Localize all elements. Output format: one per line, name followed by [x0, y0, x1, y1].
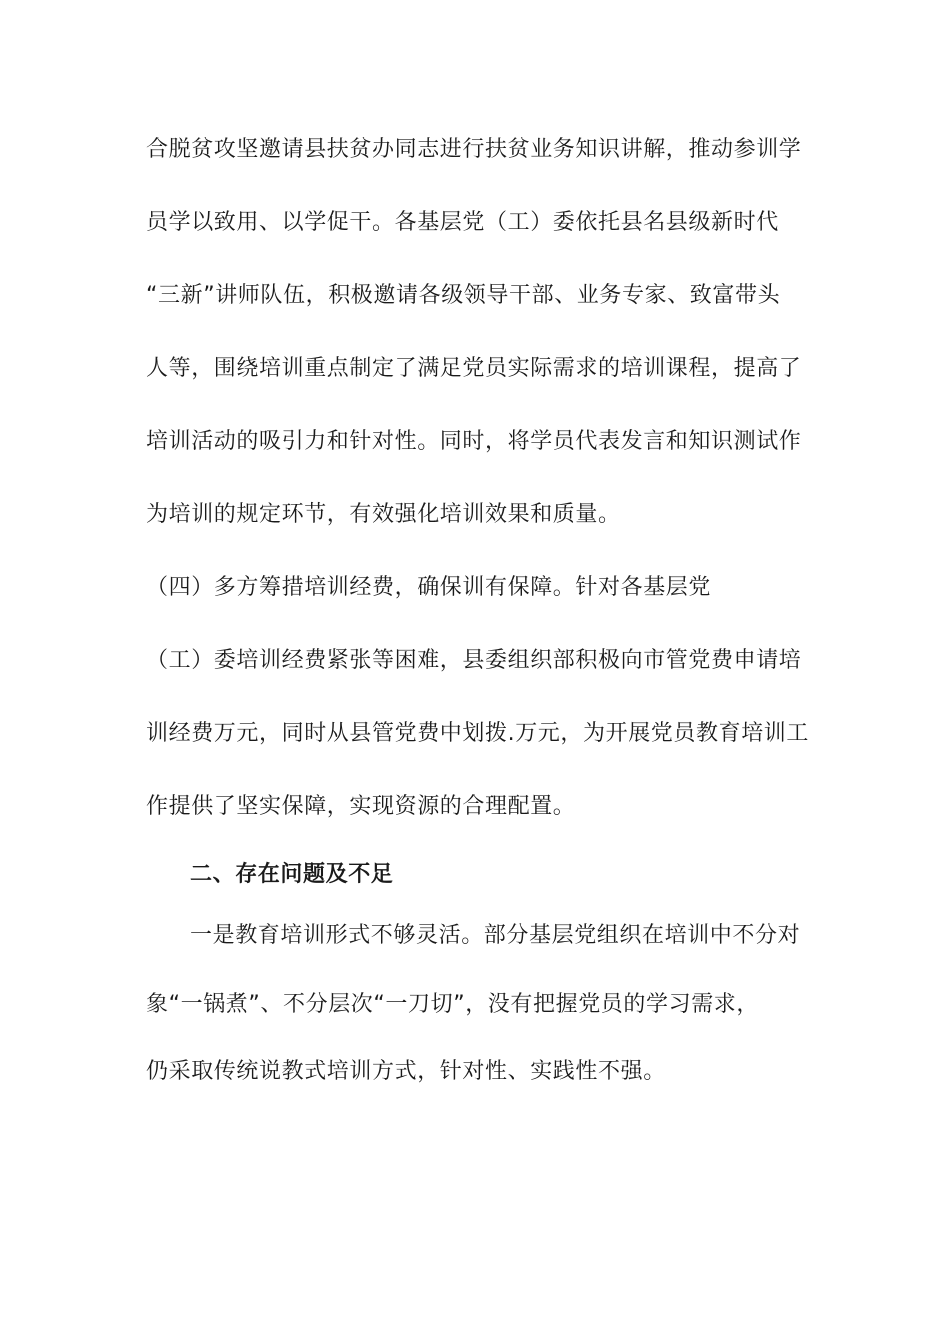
paragraph-line: 仍采取传统说教式培训方式，针对性、实践性不强。: [146, 1059, 666, 1084]
paragraph-line: 人等，围绕培训重点制定了满足党员实际需求的培训课程，提高了: [146, 356, 802, 381]
paragraph-line: 为培训的规定环节，有效强化培训效果和质量。: [146, 502, 621, 527]
paragraph-line: （四）多方筹措培训经费，确保训有保障。针对各基层党: [146, 575, 712, 600]
paragraph-line: （工）委培训经费紧张等困难，县委组织部积极向市管党费申请培: [146, 648, 802, 673]
section-heading: 二、存在问题及不足: [190, 862, 394, 887]
paragraph-line: 象“一锅煮”、不分层次“一刀切”，没有把握党员的学习需求，: [146, 992, 759, 1017]
paragraph-line: 训经费万元，同时从县管党费中划拨.万元，为开展党员教育培训工: [146, 721, 809, 746]
paragraph-line: 培训活动的吸引力和针对性。同时，将学员代表发言和知识测试作: [146, 429, 802, 454]
paragraph-line: 员学以致用、以学促干。各基层党（工）委依托县名县级新时代: [146, 210, 779, 235]
paragraph-line: 合脱贫攻坚邀请县扶贫办同志进行扶贫业务知识讲解，推动参训学: [146, 137, 802, 162]
paragraph-line: “三新”讲师队伍，积极邀请各级领导干部、业务专家、致富带头: [146, 283, 781, 308]
paragraph-line: 一是教育培训形式不够灵活。部分基层党组织在培训中不分对: [190, 923, 801, 948]
paragraph-line: 作提供了坚实保障，实现资源的合理配置。: [146, 794, 576, 819]
